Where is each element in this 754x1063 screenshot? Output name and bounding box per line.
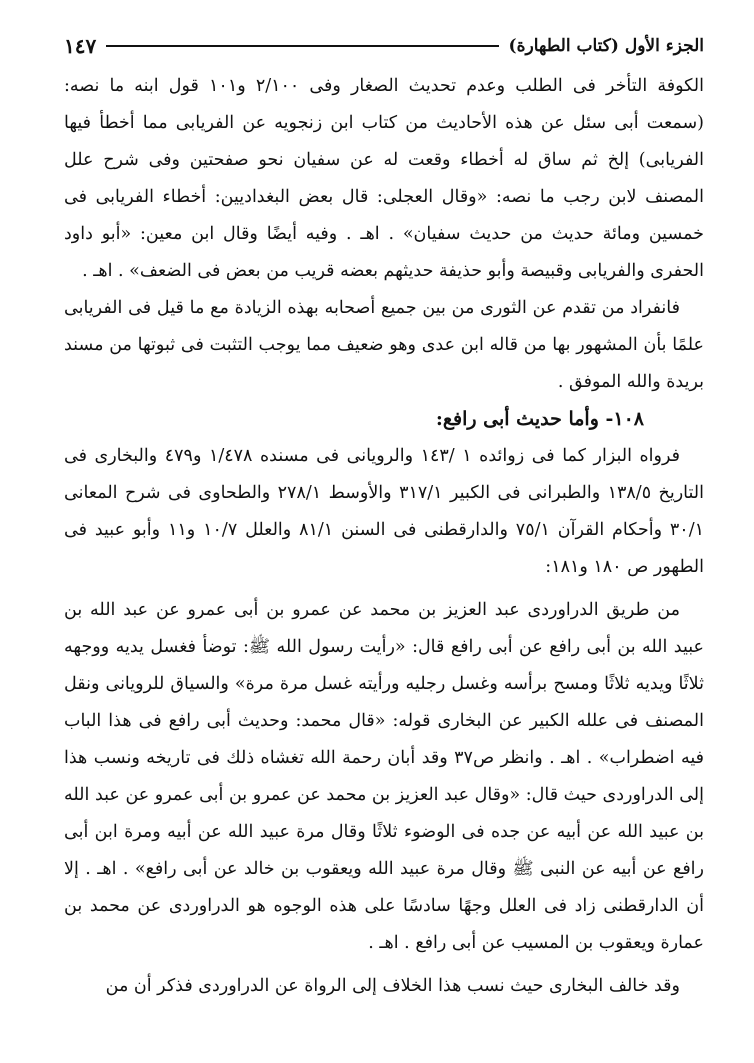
page-number: ١٤٧ <box>64 34 97 58</box>
paragraph: فرواه البزار كما فى زوائده ١ /١٤٣ والرويانى فى مسنده ١/٤٧٨ و٤٧٩ والبخارى فى التاريخ ١٣٨/٥ والطبرانى فى الكبير ٣١٧/١ والأوسط ٢٧٨/١ والطحاوى فى شرح المعانى ٣٠/١ وأحكام القرآن ٧٥/١ والدارقطنى فى السنن ٨١/١ والعلل ١٠/٧ و١١ وأبو عبيد فى الطهور ص ١٨٠ و١٨١: <box>64 446 705 577</box>
page-body <box>64 68 704 1005</box>
header-title: الجزء الأول (كتاب الطهارة) <box>508 36 704 56</box>
section-title: ١٠٨- وأما حديث أبى رافع: <box>435 408 644 430</box>
running-header <box>64 26 704 66</box>
paragraph: من طريق الدراوردى عبد العزيز بن محمد عن عمرو بن أبى عمرو عن عبد الله بن عبيد الله بن أبى رافع عن أبى رافع قال: «رأيت رسول الله ﷺ: توضأ فغسل يديه ووجهه ثلاثًا ويديه ثلاثًا ومسح برأسه وغسل رجليه ورأيته غسل مرة مرة» والسياق للرويانى ونقل المصنف فى علله الكبير عن البخارى قوله: «قال محمد: وحديث أبى رافع فى هذا الباب فيه اضطراب» . اهـ . وانظر ص٣٧ وقد أبان رحمة الله تغشاه ذلك فى تاريخه ونسب هذا إلى الدراوردى حيث قال: «وقال عبد العزيز بن محمد عن عمرو بن أبى عمرو عن عبد الله بن عبيد الله عن أبيه عن جده فى الوضوء ثلاثًا وقال مرة عبيد الله عن أبيه ومرة ابن أبى رافع عن أبيه عن النبى ﷺ وقال مرة عبيد الله ويعقوب بن خالد عن أبى رافع» . اهـ . إلا أن الدارقطنى زاد فى العلل وجهًا سادسًا على هذه الوجوه هو الدراوردى عن محمد بن عمارة ويعقوب بن المسيب عن أبى رافع . اهـ . <box>64 600 704 953</box>
paragraph: الكوفة التأخر فى الطلب وعدم تحديث الصغار وفى ٢/١٠٠ و١٠١ قول ابنه ما نصه: (سمعت أبى سئل عن هذه الأحاديث من كتاب ابن زنجويه عن الفريابى مما أخطأ فيها الفريابى) إلخ ثم ساق له أخطاء وقعت له عن سفيان نحو صفحتين وفى شرح علل المصنف لابن رجب ما نصه: «وقال العجلى: قال بعض البغداديين: أخطاء الفريابى فى خمسين ومائة حديث من حديث سفيان» . اهـ . وفيه أيضًا وقال ابن معين: «أبو داود الحفرى والفريابى وقبيصة وأبو حذيفة حديثهم بعضه قريب من بعض فى الضعف» . اهـ . <box>64 76 704 281</box>
paragraph: وقد خالف البخارى حيث نسب هذا الخلاف إلى الرواة عن الدراوردى فذكر أن من <box>105 976 680 996</box>
header-rule <box>106 45 498 47</box>
paragraph: فانفراد من تقدم عن الثورى من بين جميع أصحابه بهذه الزيادة مع ما قيل فى الفريابى علمًا بأن المشهور بها من قاله ابن عدى وهو ضعيف مما يوجب التثبت فى ثبوتها من مسند بريدة والله الموفق . <box>64 298 704 392</box>
